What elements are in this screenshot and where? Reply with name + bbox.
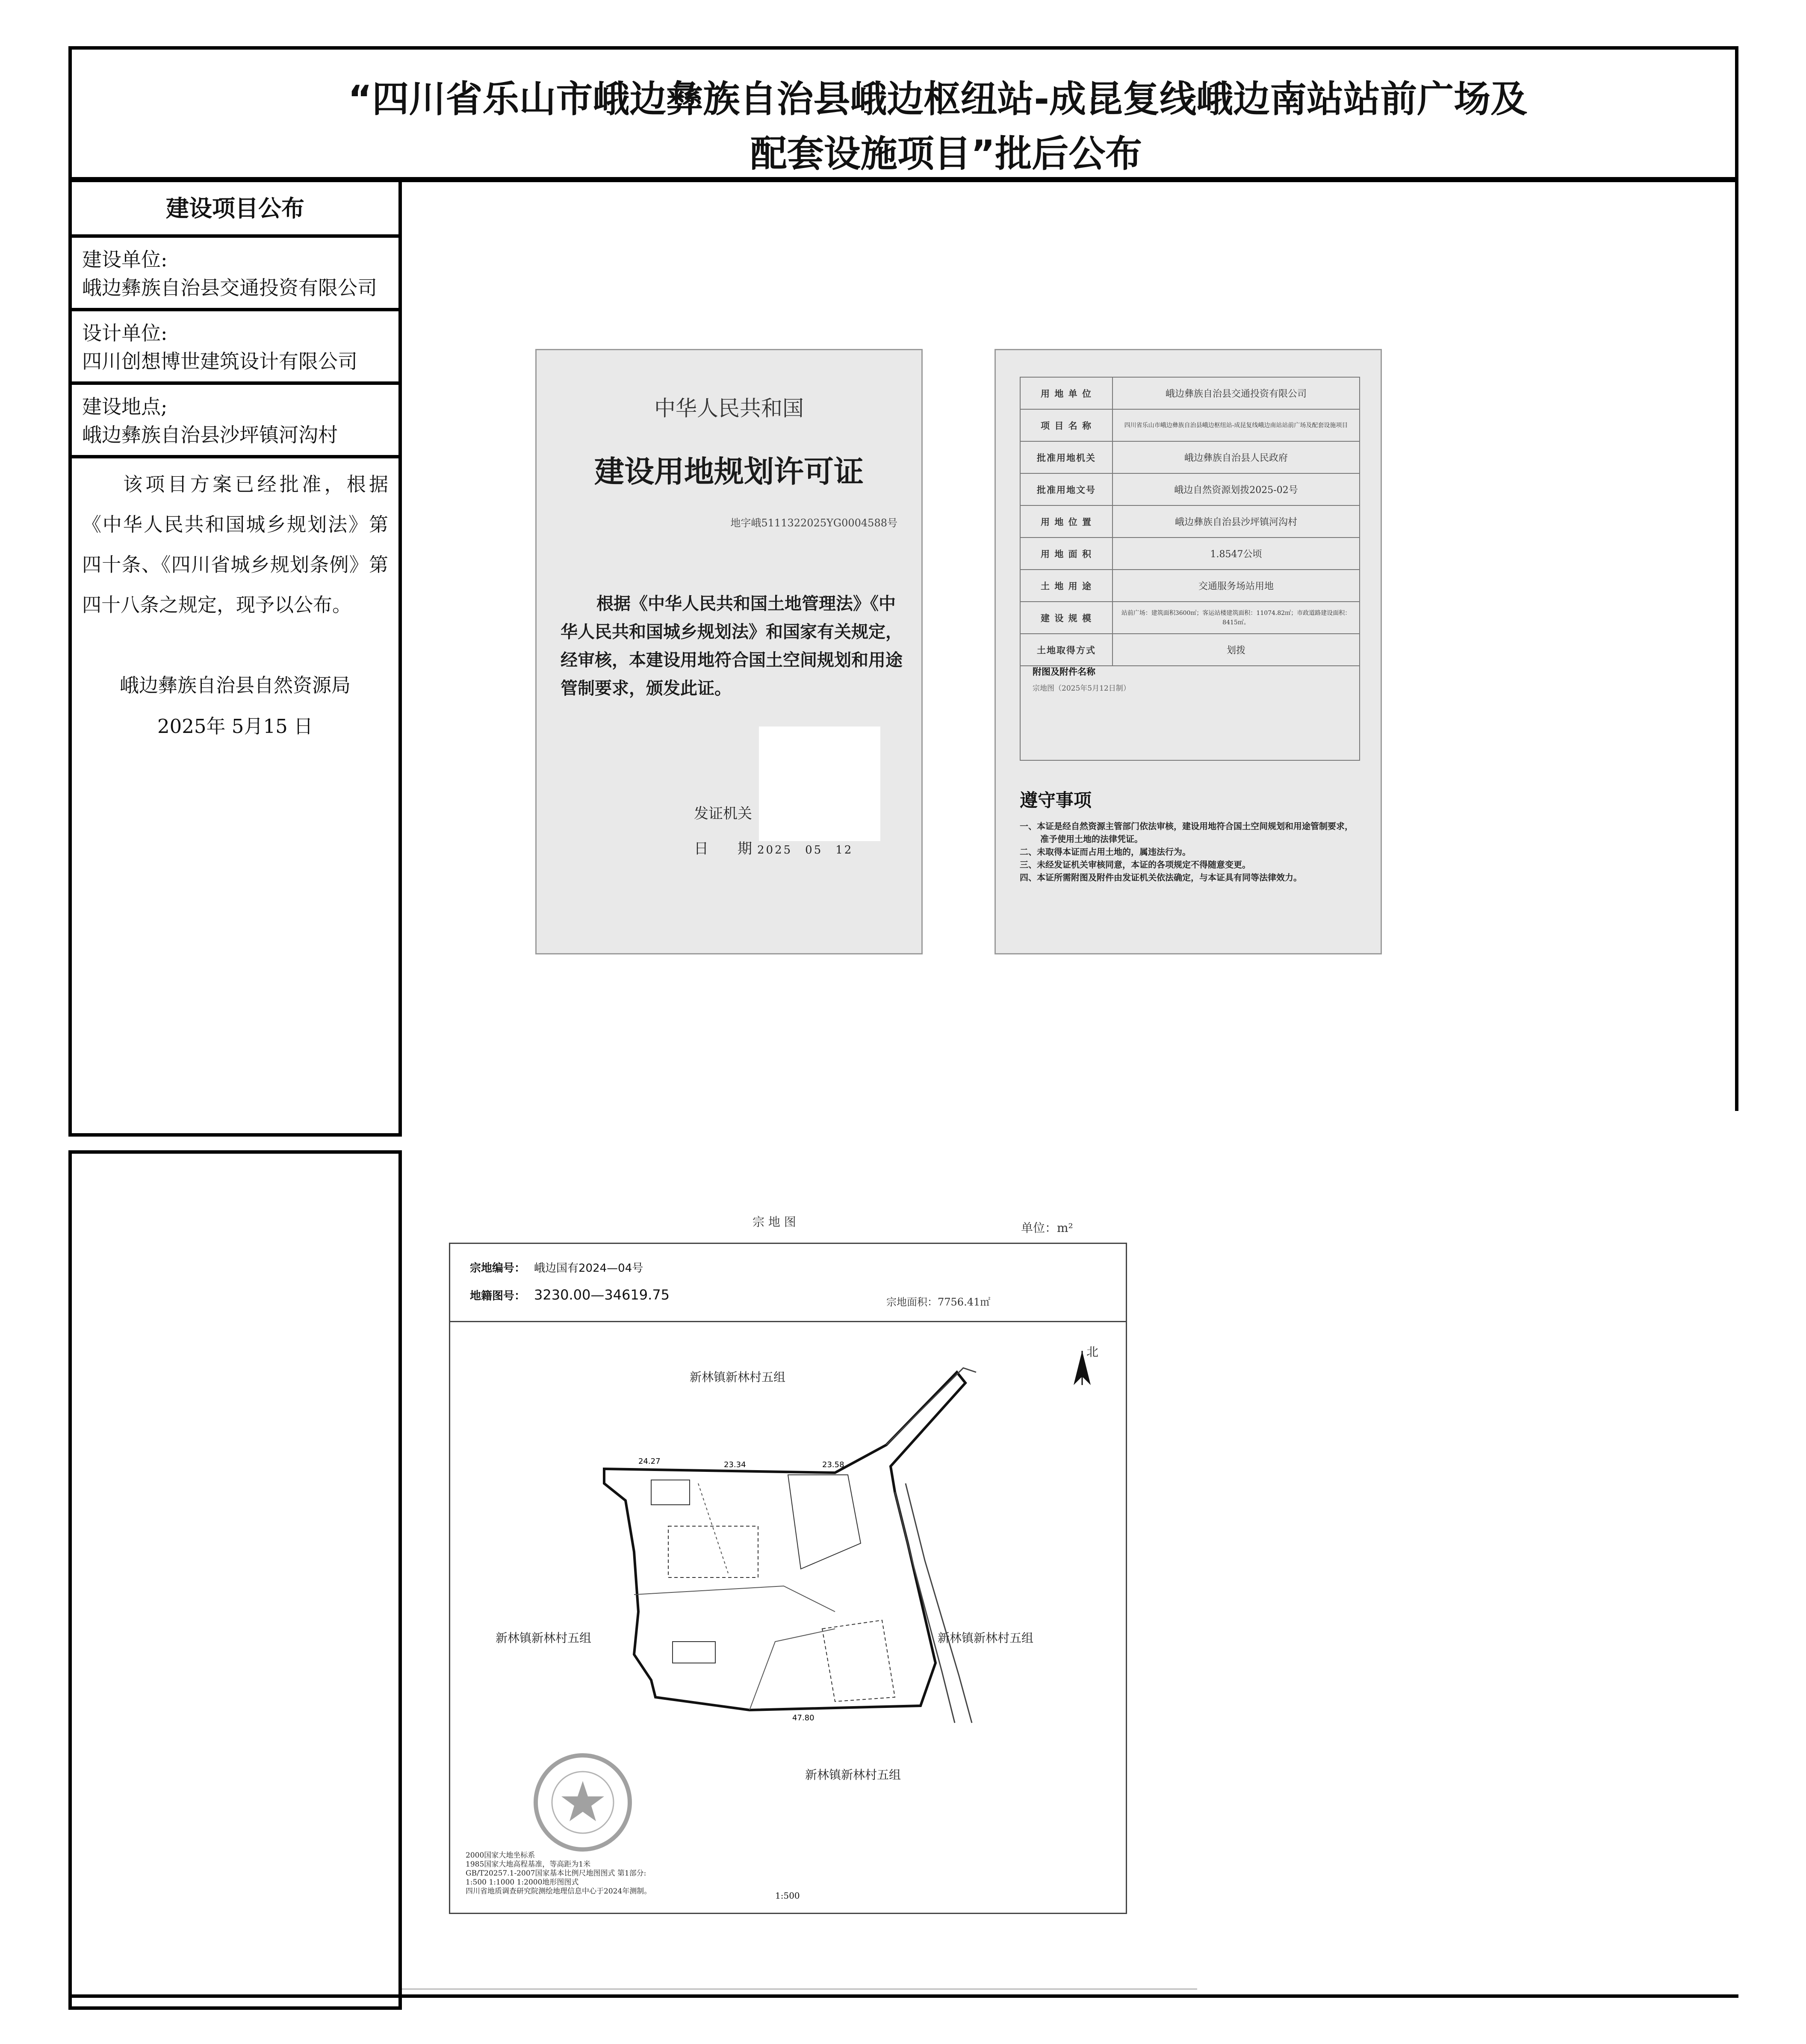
builder-cell — [72, 238, 398, 311]
table-row — [1020, 409, 1360, 441]
parcel-number: 峨边国有2024—04号 — [534, 1262, 643, 1275]
project-info-heading: 建设项目公布 — [72, 182, 398, 238]
neighbor-east: 新林镇新林村五组 — [938, 1631, 1034, 1645]
map-title: 宗 地 图 — [752, 1215, 796, 1229]
row-key: 批准用地文号 — [1020, 473, 1113, 505]
row-value: 峨边彝族自治县人民政府 — [1113, 441, 1360, 473]
row-value: 划拨 — [1113, 634, 1360, 666]
parcel-boundary — [604, 1372, 965, 1710]
parcel-drawing — [450, 1244, 1128, 1915]
building-outline — [651, 1480, 690, 1505]
rule-item: 二、未取得本证而占用土地的，属违法行为。 — [1020, 847, 1191, 857]
permit-date-label: 日 期 — [694, 840, 752, 857]
internal-line — [750, 1629, 835, 1710]
table-row — [1020, 570, 1360, 602]
row-key: 用 地 面 积 — [1020, 538, 1113, 570]
edge-length: 23.34 — [724, 1460, 746, 1469]
table-row — [1020, 377, 1360, 409]
designer-cell — [72, 311, 398, 385]
parcel-number-label: 宗地编号： — [470, 1262, 526, 1275]
bottom-rule — [68, 1994, 1738, 1998]
table-row — [1020, 602, 1360, 634]
building-outline — [788, 1475, 861, 1569]
permit-detail-card — [994, 349, 1382, 954]
rule-item: 三、未经发证机关审核同意，本证的各项规定不得随意变更。 — [1020, 860, 1251, 870]
row-value: 峨边彝族自治县沙坪镇河沟村 — [1113, 505, 1360, 538]
attachments-label: 附图及附件名称 — [1033, 667, 1095, 677]
edge-length: 47.80 — [792, 1713, 814, 1722]
row-value: 峨边自然资源划拨2025-02号 — [1113, 473, 1360, 505]
legend-line: 1:500 1:1000 1:2000地形图图式 — [466, 1878, 579, 1887]
rule-item: 四、本证所需附图及附件由发证机关依法确定，与本证具有同等法律效力。 — [1020, 872, 1302, 883]
page-title — [72, 72, 1735, 181]
row-key: 土地取得方式 — [1020, 634, 1113, 666]
internal-line — [634, 1586, 835, 1612]
road-edge — [895, 1492, 955, 1723]
designer-label: 设计单位: — [82, 322, 168, 345]
neighbor-west: 新林镇新林村五组 — [496, 1631, 592, 1645]
table-row — [1020, 505, 1360, 538]
row-key: 土 地 用 途 — [1020, 570, 1113, 602]
legend-line: 1985国家大地高程基准，等高距为1米 — [466, 1860, 591, 1869]
table-row — [1020, 473, 1360, 505]
notice-header — [68, 46, 1738, 180]
neighbor-south: 新林镇新林村五组 — [805, 1768, 901, 1782]
thin-rule — [402, 1988, 1197, 1990]
edge-length: 23.58 — [822, 1460, 844, 1469]
building-outline — [822, 1620, 895, 1701]
map-scale: 1:500 — [775, 1890, 800, 1901]
building-outline — [673, 1642, 715, 1663]
attachments-value: 宗地图（2025年5月12日制） — [1033, 684, 1130, 693]
approval-notice: 该项目方案已经批准，根据《中华人民共和国城乡规划法》第四十条、《四川省城乡规划条例》第四十八条之规定，现予以公布。 — [82, 473, 388, 616]
row-key: 项 目 名 称 — [1020, 409, 1113, 441]
sheet-number: 3230.00—34619.75 — [534, 1287, 670, 1303]
row-value: 四川省乐山市峨边彝族自治县峨边枢纽站-成昆复线峨边南站站前广场及配套设施项目 — [1113, 409, 1360, 441]
title-line-1: “四川省乐山市峨边彝族自治县峨边枢纽站-成昆复线峨边南站站前广场及 — [348, 78, 1528, 121]
builder-label: 建设单位: — [82, 248, 168, 271]
map-legend — [466, 1851, 651, 1896]
project-info-column — [68, 179, 402, 1137]
issuing-authority: 峨边彝族自治县自然资源局 — [119, 674, 351, 697]
permit-body: 根据《中华人民共和国土地管理法》《中华人民共和国城乡规划法》和国家有关规定，经审核，本建设用地符合国土空间规划和用途管制要求，颁发此证。 — [561, 594, 903, 698]
permit-country: 中华人民共和国 — [654, 396, 804, 421]
parcel-area: 宗地面积：7756.41㎡ — [886, 1296, 991, 1308]
permit-date-value: 2025 05 12 — [757, 844, 853, 857]
rules-list — [1020, 820, 1359, 884]
row-value: 站前广场：建筑面积3600㎡；客运站楼建筑面积：11074.82㎡；市政道路建设面积：8415㎡。 — [1113, 602, 1360, 634]
legend-line: 2000国家大地坐标系 — [466, 1851, 535, 1860]
parcel-map — [449, 1243, 1127, 1914]
sheet-number-label: 地籍图号： — [470, 1290, 526, 1303]
north-label: 北 — [1086, 1345, 1099, 1359]
permit-date-row — [694, 837, 853, 858]
attachments-box — [1020, 654, 1360, 761]
permit-number: 地字峨5111322025YG0004588号 — [730, 517, 897, 529]
permit-issuer-label: 发证机关 — [694, 805, 752, 822]
table-row — [1020, 441, 1360, 473]
legend-line: GB/T20257.1-2007国家基本比例尺地图图式 第1部分: — [466, 1869, 646, 1878]
location-value: 峨边彝族自治县沙坪镇河沟村 — [82, 423, 338, 446]
location-label: 建设地点; — [82, 395, 168, 418]
map-unit: 单位：m² — [1021, 1221, 1073, 1235]
location-cell — [72, 385, 398, 458]
designer-value: 四川创想博世建筑设计有限公司 — [82, 350, 357, 373]
rules-heading: 遵守事项 — [1020, 790, 1092, 811]
redacted-seal — [759, 727, 880, 841]
legend-line: 四川省地质调查研究院测绘地理信息中心于2024年测制。 — [466, 1887, 652, 1896]
permit-title: 建设用地规划许可证 — [594, 454, 864, 489]
row-key: 用 地 单 位 — [1020, 377, 1113, 409]
table-row — [1020, 538, 1360, 570]
row-key: 批准用地机关 — [1020, 441, 1113, 473]
builder-value: 峨边彝族自治县交通投资有限公司 — [82, 276, 377, 299]
neighbor-north: 新林镇新林村五组 — [690, 1370, 786, 1384]
permit-detail-table — [1020, 377, 1360, 666]
road-edge — [906, 1483, 972, 1723]
survey-seal-icon — [536, 1755, 630, 1849]
row-key: 建 设 规 模 — [1020, 602, 1113, 634]
row-key: 用 地 位 置 — [1020, 505, 1113, 538]
row-value: 交通服务场站用地 — [1113, 570, 1360, 602]
building-outline — [668, 1526, 758, 1577]
rule-item: 一、本证是经自然资源主管部门依法审核，建设用地符合国土空间规划和用途管制要求，准予使用土地的法律凭证。 — [1020, 821, 1353, 844]
empty-left-column — [68, 1150, 402, 2010]
permit-cover-card — [535, 349, 923, 954]
row-value: 1.8547公顷 — [1113, 538, 1360, 570]
title-line-2: 配套设施项目”批后公布 — [750, 133, 1142, 175]
row-value: 峨边彝族自治县交通投资有限公司 — [1113, 377, 1360, 409]
issue-date: 2025年 5月15 日 — [157, 715, 313, 738]
edge-length: 24.27 — [638, 1457, 661, 1466]
internal-line — [698, 1483, 728, 1573]
